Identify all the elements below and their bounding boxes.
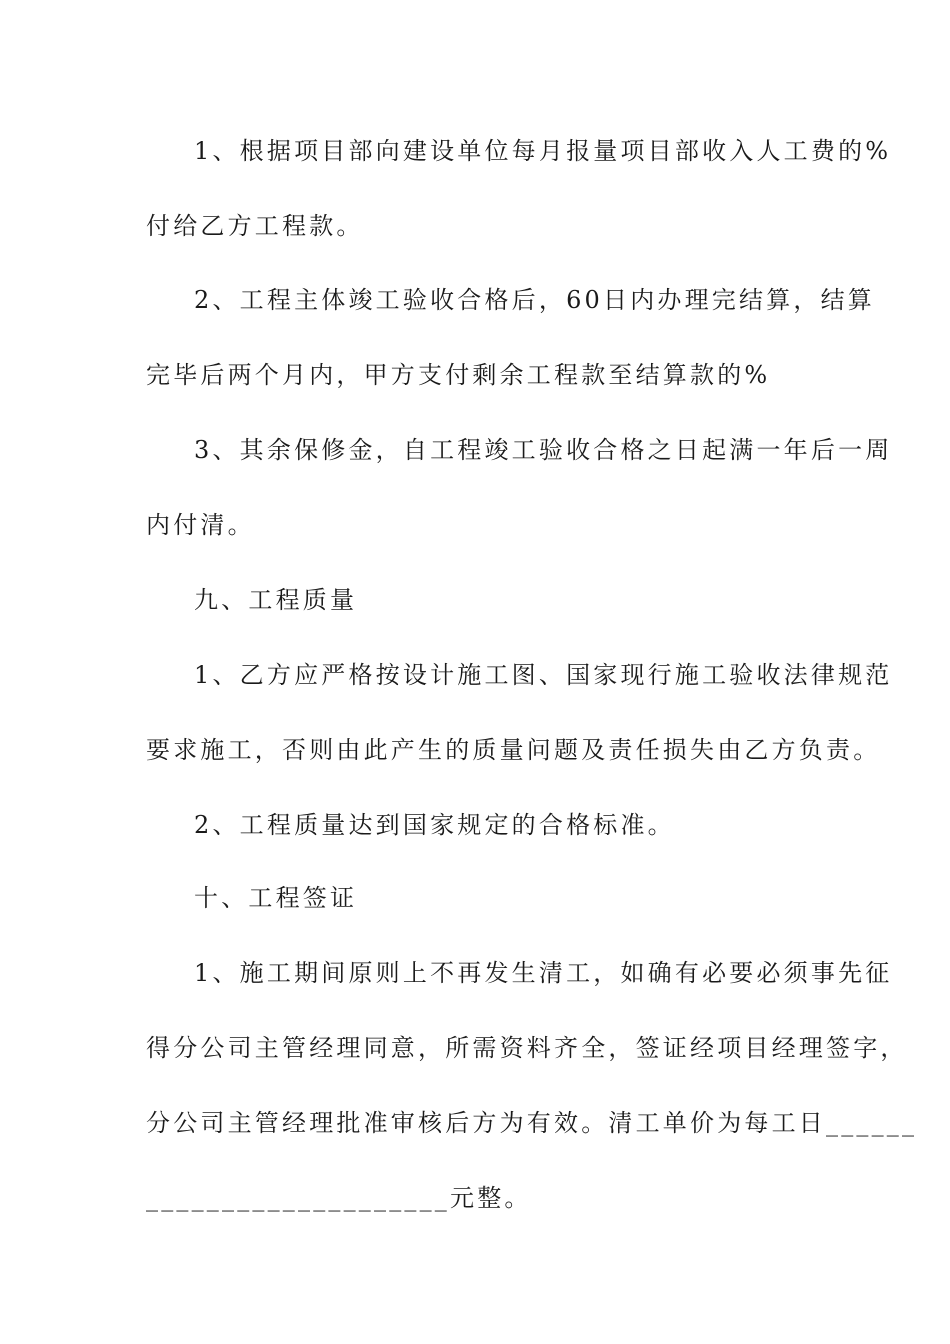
paragraph-line-10: 2、工程质量达到国家规定的合格标准。 [194, 811, 675, 839]
paragraph-line-15: ____________________元整。 [146, 1184, 532, 1212]
paragraph-line-13: 得分公司主管经理同意，所需资料齐全，签证经项目经理签字， [146, 1034, 908, 1062]
paragraph-line-12: 1、施工期间原则上不再发生清工，如确有必要必须事先征 [194, 959, 893, 987]
section-heading-quality: 九、工程质量 [194, 586, 358, 614]
paragraph-line-1: 1、根据项目部向建设单位每月报量项目部收入人工费的% [194, 137, 892, 165]
paragraph-line-4: 完毕后两个月内，甲方支付剩余工程款至结算款的% [146, 361, 771, 389]
paragraph-line-2: 付给乙方工程款。 [146, 212, 364, 240]
paragraph-line-5: 3、其余保修金，自工程竣工验收合格之日起满一年后一周 [194, 436, 893, 464]
paragraph-line-9: 要求施工，否则由此产生的质量问题及责任损失由乙方负责。 [146, 736, 881, 764]
paragraph-line-3: 2、工程主体竣工验收合格后，60日内办理完结算，结算 [194, 286, 876, 314]
paragraph-line-6: 内付清。 [146, 511, 255, 539]
paragraph-line-14: 分公司主管经理批准审核后方为有效。清工单价为每工日______ [146, 1109, 918, 1137]
section-heading-visa: 十、工程签证 [194, 884, 358, 912]
paragraph-line-8: 1、乙方应严格按设计施工图、国家现行施工验收法律规范 [194, 661, 893, 689]
